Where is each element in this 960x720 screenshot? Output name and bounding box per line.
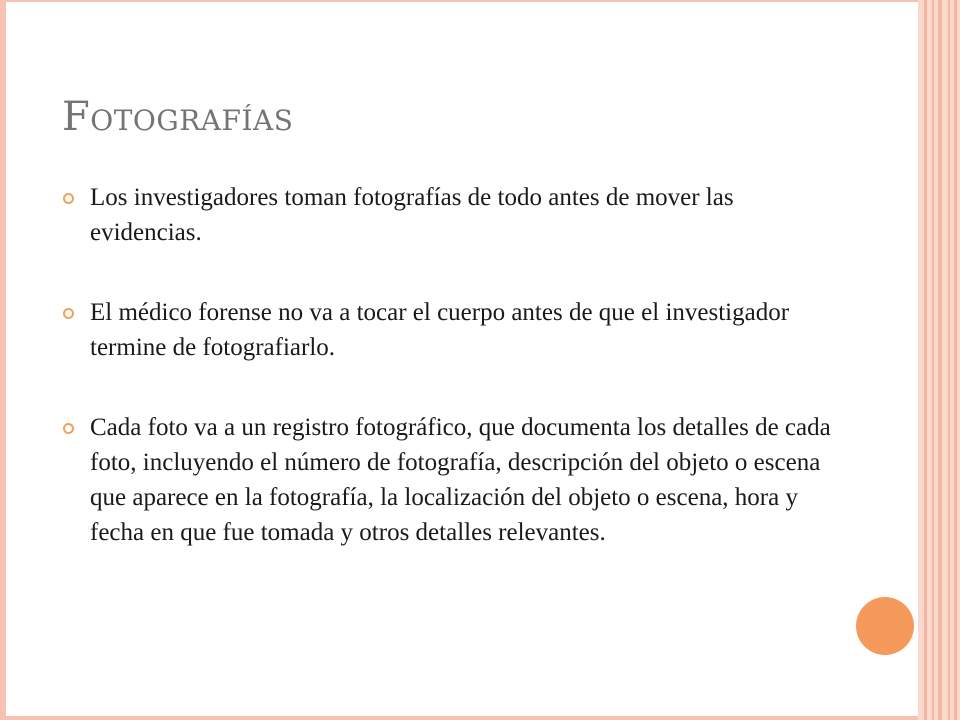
slide-title: Fotografías <box>62 94 294 140</box>
stripe <box>954 0 957 720</box>
hollow-circle-bullet-icon <box>63 423 74 434</box>
bullet-item <box>62 410 842 550</box>
decorative-stripes <box>918 0 960 720</box>
bullet-text: Los investigadores toman fotografías de todo antes de mover las evidencias. <box>90 184 734 246</box>
bullet-item <box>62 295 842 365</box>
orange-circle-icon <box>856 597 914 655</box>
stripe <box>932 0 934 720</box>
bullet-text: El médico forense no va a tocar el cuerpo antes de que el investigador termine de fotografiarlo. <box>90 299 790 361</box>
hollow-circle-bullet-icon <box>63 308 74 319</box>
bullet-list <box>62 180 842 595</box>
stripe <box>924 0 927 720</box>
bullet-text: Cada foto va a un registro fotográfico, que documenta los detalles de cada foto, incluyendo el número de fotografía, descripción del objeto o escena que aparece en la fotografía, la localización del objeto o escena, hora y fecha en que fue tomada y otros detalles relevantes. <box>90 414 831 546</box>
bullet-item <box>62 180 842 250</box>
frame-top-border <box>0 0 920 2</box>
stripe <box>948 0 950 720</box>
frame-left-border <box>0 0 6 720</box>
hollow-circle-bullet-icon <box>63 193 74 204</box>
frame-bottom-border <box>0 716 920 720</box>
stripe <box>938 0 942 720</box>
